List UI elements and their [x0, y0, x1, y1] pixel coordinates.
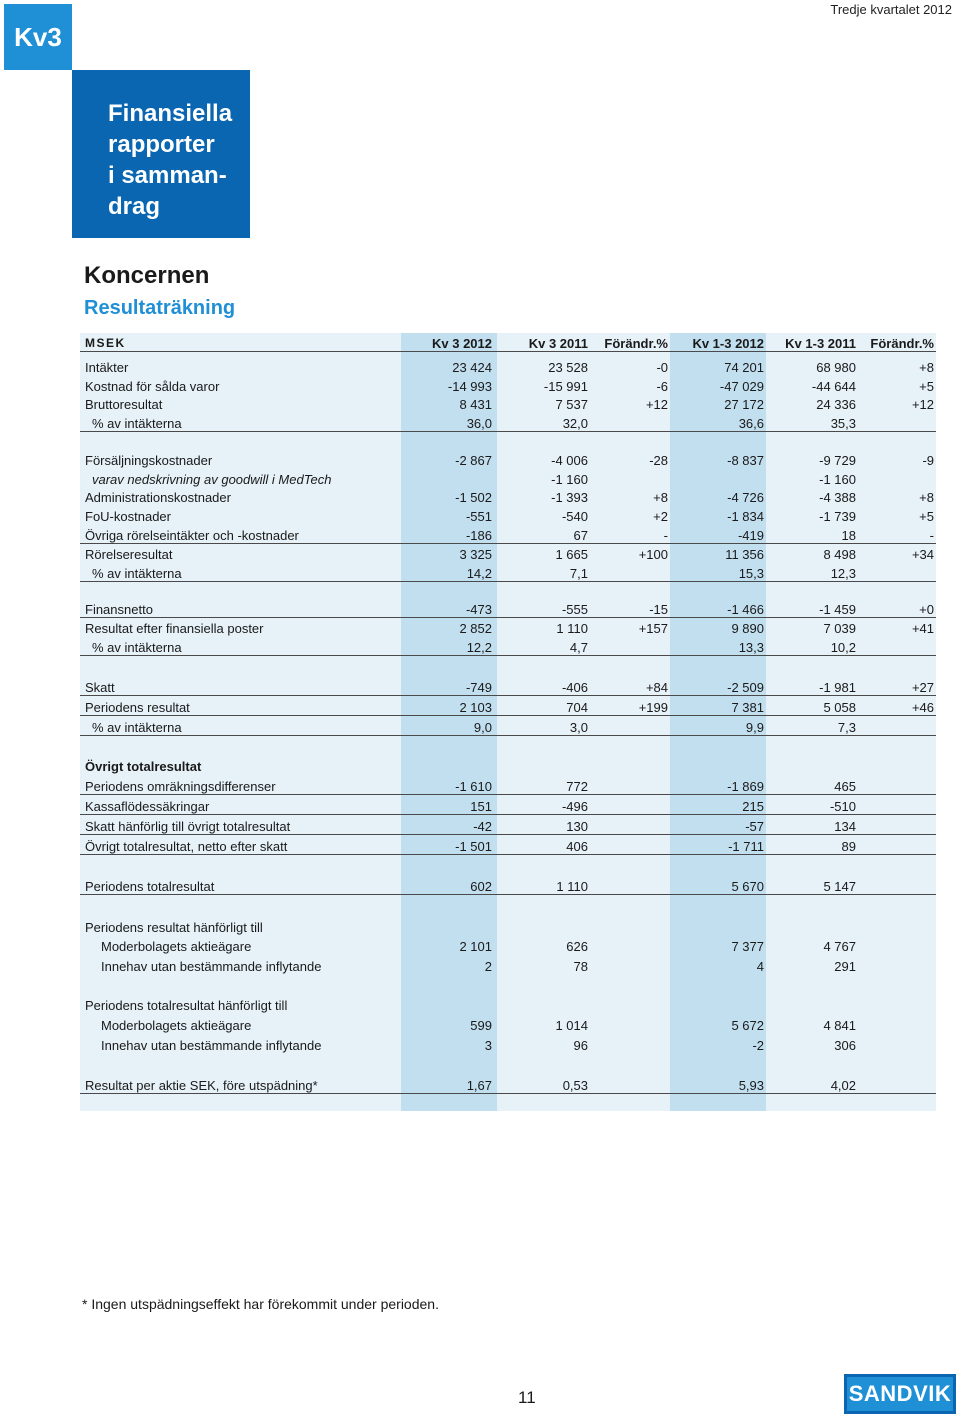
page-number: 11: [518, 1388, 536, 1407]
cell: 24 336: [816, 397, 856, 412]
cell: 134: [834, 819, 856, 834]
page-title: Koncernen: [84, 262, 210, 289]
row-label: Kostnad för sålda varor: [85, 379, 220, 394]
cell: 74 201: [724, 360, 764, 375]
cell: +8: [653, 490, 668, 505]
cell: +199: [638, 700, 668, 715]
cell: 8 498: [823, 547, 856, 562]
cell: 7 381: [731, 700, 764, 715]
table-row: [80, 776, 936, 795]
cell: -1 501: [455, 839, 492, 854]
cell: 67: [573, 528, 588, 543]
table-row: [80, 876, 936, 895]
cell: 9 890: [731, 621, 764, 636]
cell: 7,3: [837, 720, 856, 735]
section-heading-row: [80, 917, 936, 935]
cell: -1 466: [727, 602, 764, 617]
row-label: Moderbolagets aktieägare: [101, 1018, 252, 1033]
cell: -1 459: [819, 602, 856, 617]
row-label: % av intäkterna: [92, 720, 182, 735]
column-header: Kv 3 2011: [528, 336, 588, 351]
cell: 2 852: [459, 621, 492, 636]
cell: -749: [465, 680, 492, 695]
table-row: [80, 376, 936, 394]
row-label: % av intäkterna: [92, 640, 182, 655]
title-line: Finansiella: [108, 100, 233, 127]
row-label: % av intäkterna: [92, 566, 182, 581]
cell: 406: [566, 839, 588, 854]
cell: 5 147: [823, 879, 856, 894]
cell: -42: [473, 819, 492, 834]
row-label: Periodens omräkningsdifferenser: [85, 779, 276, 794]
row-label: Skatt hänförlig till övrigt totalresultat: [85, 819, 291, 834]
table-row: [80, 796, 936, 815]
cell: 1,67: [466, 1078, 492, 1093]
cell: 23 424: [452, 360, 492, 375]
table-row: [80, 697, 936, 716]
cell: 18: [841, 528, 856, 543]
cell: -57: [745, 819, 764, 834]
row-label: Rörelseresultat: [85, 547, 173, 562]
cell: 5,93: [738, 1078, 764, 1093]
row-label: Försäljningskostnader: [85, 453, 213, 468]
cell: -2: [752, 1038, 764, 1053]
title-line: rapporter: [108, 131, 215, 158]
cell: -15 991: [543, 379, 588, 394]
row-label: Intäkter: [85, 360, 129, 375]
row-label: Bruttoresultat: [85, 397, 163, 412]
cell: -1 739: [819, 509, 856, 524]
table-row: [80, 357, 936, 375]
cell: +27: [911, 680, 934, 695]
table-row: [80, 956, 936, 974]
cell: 96: [573, 1038, 588, 1053]
table-row: [80, 487, 936, 505]
row-label: Moderbolagets aktieägare: [101, 939, 252, 954]
cell: 3 325: [459, 547, 492, 562]
section-heading-row: [80, 756, 936, 774]
cell: 12,3: [830, 566, 856, 581]
cell: +84: [645, 680, 668, 695]
cell: 5 058: [823, 700, 856, 715]
cell: 15,3: [738, 566, 764, 581]
cell: 7 537: [555, 397, 588, 412]
row-label: Kassaflödessäkringar: [85, 799, 210, 814]
cell: -540: [561, 509, 588, 524]
table-row: [80, 1075, 936, 1094]
cell: 772: [566, 779, 588, 794]
cell: +2: [653, 509, 668, 524]
title-line: i samman-: [108, 162, 227, 189]
cell: -1 160: [551, 472, 588, 487]
table-row: [80, 936, 936, 954]
cell: 2 101: [459, 939, 492, 954]
cell: 10,2: [830, 640, 856, 655]
cell: 11 356: [725, 547, 764, 562]
cell: -: [929, 528, 934, 543]
cell: 14,2: [466, 566, 492, 581]
cell: 68 980: [816, 360, 856, 375]
logo-text: SANDVIK: [848, 1381, 952, 1406]
cell: +5: [919, 509, 934, 524]
cell: +157: [638, 621, 668, 636]
cell: 215: [742, 799, 764, 814]
cell: -555: [561, 602, 588, 617]
cell: 7,1: [569, 566, 588, 581]
table-row: [80, 506, 936, 524]
cell: 27 172: [724, 397, 764, 412]
cell: -9: [922, 453, 934, 468]
cell: -4 006: [551, 453, 588, 468]
row-label: Innehav utan bestämmande inflytande: [101, 1038, 322, 1053]
cell: +8: [919, 490, 934, 505]
cell: 13,3: [738, 640, 764, 655]
row-label: Övrigt totalresultat, netto efter skatt: [85, 839, 288, 854]
cell: +5: [919, 379, 934, 394]
cell: -186: [465, 528, 492, 543]
cell: 704: [566, 700, 588, 715]
unit-label: MSEK: [85, 336, 126, 350]
table-row: [80, 563, 936, 582]
cell: +12: [645, 397, 668, 412]
table-row: [80, 544, 936, 562]
column-header: Kv 1-3 2012: [692, 336, 764, 351]
section-title-box: [72, 70, 250, 238]
cell: 1 110: [556, 621, 588, 636]
cell: 3: [484, 1038, 492, 1053]
cell: 306: [834, 1038, 856, 1053]
cell: -4 726: [727, 490, 764, 505]
cell: -1 502: [455, 490, 492, 505]
table-row: [80, 1035, 936, 1053]
row-label: Finansnetto: [85, 602, 153, 617]
cell: 9,0: [473, 720, 492, 735]
table-row: [80, 677, 936, 696]
table-row: [80, 816, 936, 835]
cell: -406: [561, 680, 588, 695]
cell: 35,3: [830, 416, 856, 431]
cell: 78: [573, 959, 588, 974]
cell: +0: [919, 602, 934, 617]
cell: -2 867: [455, 453, 492, 468]
table-row: [80, 717, 936, 736]
row-label: Övriga rörelseintäkter och -kostnader: [85, 528, 299, 543]
cell: 4: [756, 959, 764, 974]
cell: 23 528: [548, 360, 588, 375]
row-label: Periodens totalresultat: [85, 879, 215, 894]
row-label: varav nedskrivning av goodwill i MedTech: [92, 472, 332, 487]
cell: -551: [465, 509, 492, 524]
cell: 130: [566, 819, 588, 834]
table-row: [80, 836, 936, 855]
cell: +41: [911, 621, 934, 636]
cell: +46: [911, 700, 934, 715]
title-line: drag: [108, 193, 161, 220]
cell: 2 103: [459, 700, 492, 715]
cell: 602: [470, 879, 492, 894]
cell: +12: [911, 397, 934, 412]
cell: 0,53: [562, 1078, 588, 1093]
cell: 7 377: [731, 939, 764, 954]
cell: -1 393: [551, 490, 588, 505]
cell: -28: [649, 453, 668, 468]
cell: 4,7: [569, 640, 588, 655]
cell: -1 834: [727, 509, 764, 524]
cell: -14 993: [447, 379, 492, 394]
row-label: Innehav utan bestämmande inflytande: [101, 959, 322, 974]
cell: 36,6: [738, 416, 764, 431]
cell: 32,0: [562, 416, 588, 431]
cell: -1 160: [819, 472, 856, 487]
cell: 89: [841, 839, 856, 854]
table-row: [80, 599, 936, 618]
cell: +8: [919, 360, 934, 375]
cell: -44 644: [811, 379, 856, 394]
column-header: Förändr.%: [604, 336, 668, 351]
cell: 5 672: [731, 1018, 764, 1033]
row-label: Periodens resultat hänförligt till: [85, 920, 263, 935]
row-label: % av intäkterna: [92, 416, 182, 431]
cell: 1 110: [556, 879, 588, 894]
cell: -2 509: [727, 680, 764, 695]
cell: -4 388: [819, 490, 856, 505]
cell: 465: [834, 779, 856, 794]
page-subtitle: Resultaträkning: [84, 297, 236, 319]
cell: -1 711: [728, 839, 764, 854]
row-label: Skatt: [85, 680, 115, 695]
cell: +34: [911, 547, 934, 562]
cell: 291: [834, 959, 856, 974]
table-row: [80, 637, 936, 656]
cell: 1 665: [555, 547, 588, 562]
cell: 7 039: [823, 621, 856, 636]
cell: 8 431: [459, 397, 492, 412]
cell: 3,0: [569, 720, 588, 735]
cell: -473: [465, 602, 492, 617]
table-header-row: [80, 333, 936, 352]
cell: -6: [656, 379, 668, 394]
table-row: [80, 450, 936, 468]
section-heading: Övrigt totalresultat: [85, 759, 202, 774]
cell: -15: [649, 602, 668, 617]
cell: -0: [656, 360, 668, 375]
cell: 626: [566, 939, 588, 954]
cell: 5 670: [731, 879, 764, 894]
footnote: * Ingen utspädningseffekt har förekommit under perioden.: [82, 1296, 439, 1312]
table-row: [80, 618, 936, 636]
sandvik-logo: [844, 1374, 956, 1414]
cell: -8 837: [727, 453, 764, 468]
section-heading-row: [80, 995, 936, 1013]
report-period: Tredje kvartalet 2012: [830, 2, 952, 17]
row-label: Administrationskostnader: [85, 490, 231, 505]
cell: -47 029: [719, 379, 764, 394]
cell: -1 610: [455, 779, 492, 794]
table-row: [80, 1015, 936, 1033]
column-header: Kv 3 2012: [432, 336, 492, 351]
cell: 36,0: [466, 416, 492, 431]
cell: -510: [829, 799, 856, 814]
row-label: Resultat efter finansiella poster: [85, 621, 264, 636]
cell: -419: [737, 528, 764, 543]
cell: -: [663, 528, 668, 543]
cell: -1 869: [727, 779, 764, 794]
row-label: FoU-kostnader: [85, 509, 171, 524]
cell: 151: [470, 799, 492, 814]
cell: 599: [470, 1018, 492, 1033]
column-header: Kv 1-3 2011: [785, 336, 856, 351]
cell: 2: [484, 959, 492, 974]
section-tab: Kv3: [4, 4, 72, 70]
cell: -1 981: [819, 680, 856, 695]
table-row: [80, 413, 936, 432]
cell: 12,2: [466, 640, 492, 655]
cell: -9 729: [819, 453, 856, 468]
row-label: Resultat per aktie SEK, före utspädning*: [85, 1078, 318, 1093]
cell: -496: [561, 799, 588, 814]
table-row: [80, 525, 936, 544]
cell: 4 767: [823, 939, 856, 954]
row-label: Periodens resultat: [85, 700, 190, 715]
table-row: [80, 469, 936, 487]
cell: 1 014: [555, 1018, 588, 1033]
cell: +100: [638, 547, 668, 562]
row-label: Periodens totalresultat hänförligt till: [85, 998, 288, 1013]
cell: 9,9: [745, 720, 764, 735]
table-row: [80, 394, 936, 412]
cell: 4 841: [823, 1018, 856, 1033]
column-header: Förändr.%: [870, 336, 934, 351]
cell: 4,02: [830, 1078, 856, 1093]
